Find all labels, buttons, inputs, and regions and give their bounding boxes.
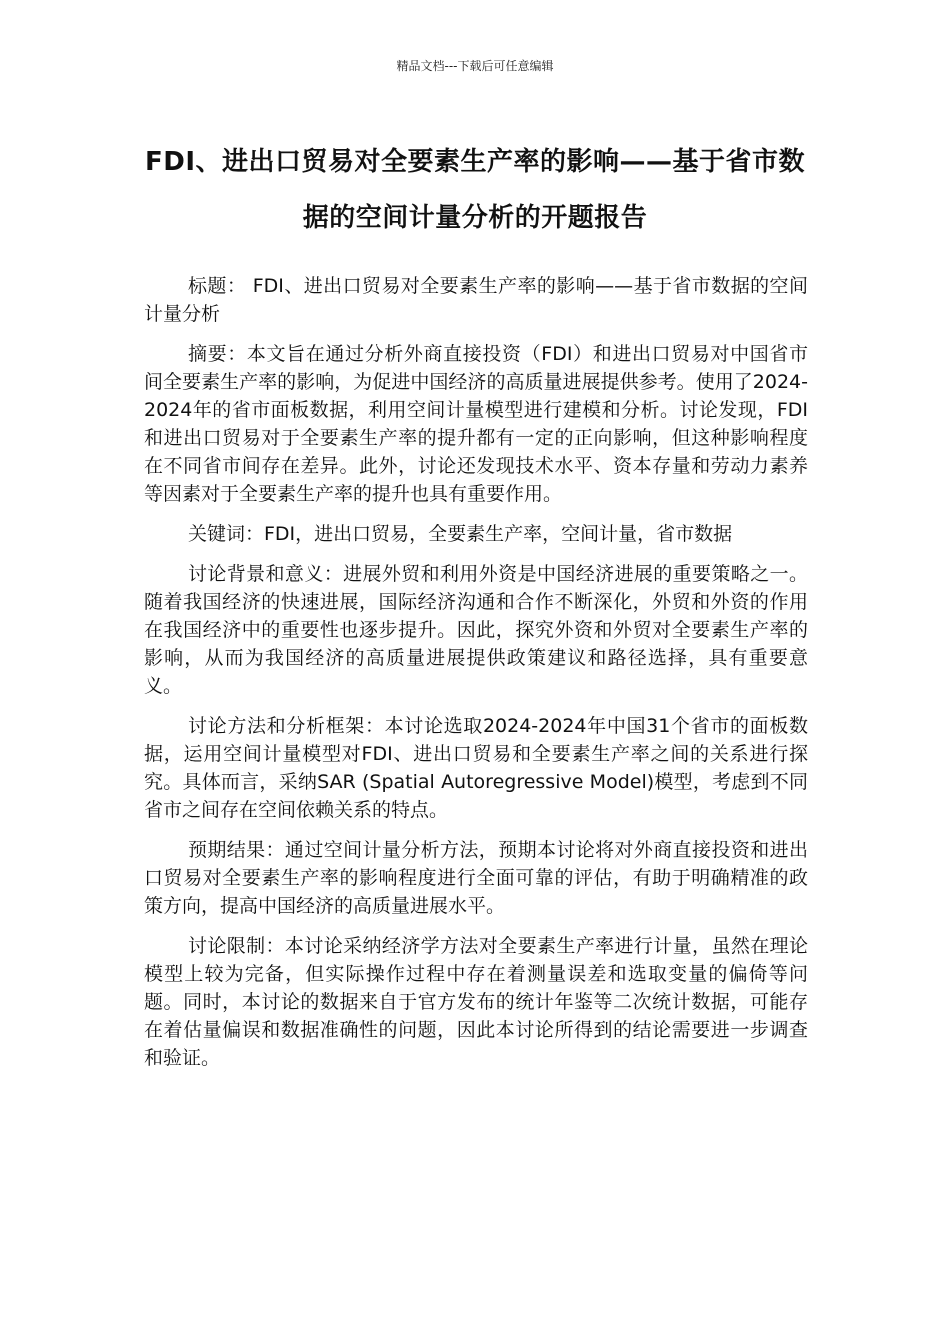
paragraph-background: 讨论背景和意义：进展外贸和利用外资是中国经济进展的重要策略之一。随着我国经济的快速进展，国际经济沟通和合作不断深化，外贸和外资的作用在我国经济中的重要性也逐步提升。因此，探究外资和外贸对全要素生产率的影响，从而为我国经济的高质量进展提供政策建议和路径选择，具有重要意义。 xyxy=(144,563,808,697)
paragraph-keywords: 关键词：FDI，进出口贸易，全要素生产率，空间计量，省市数据 xyxy=(188,523,733,545)
paragraph-abstract: 摘要：本文旨在通过分析外商直接投资（FDI）和进出口贸易对中国省市间全要素生产率的影响，为促进中国经济的高质量进展提供参考。使用了2024-2024年的省市面板数据，利用空间计量模型进行建模和分析。讨论发现，FDI和进出口贸易对于全要素生产率的提升都有一定的正向影响，但这种影响程度在不同省市间存在差异。此外，讨论还发现技术水平、资本存量和劳动力素养等因素对于全要素生产率的提升也具有重要作用。 xyxy=(144,343,808,505)
document-body xyxy=(144,272,808,1084)
paragraph-expected-results: 预期结果：通过空间计量分析方法，预期本讨论将对外商直接投资和进出口贸易对全要素生产率的影响程度进行全面可靠的评估，有助于明确精准的政策方向，提高中国经济的高质量进展水平。 xyxy=(144,839,808,917)
paragraph-title: 标题： FDI、进出口贸易对全要素生产率的影响——基于省市数据的空间计量分析 xyxy=(144,275,808,325)
paragraph-methods: 讨论方法和分析框架：本讨论选取2024-2024年中国31个省市的面板数据，运用空间计量模型对FDI、进出口贸易和全要素生产率之间的关系进行探究。具体而言，采纳SAR (Spatial Autoregressive Model)模型，考虑到不同省市之间存在空间依赖关系的特点。 xyxy=(144,715,808,821)
paragraph-limitations: 讨论限制：本讨论采纳经济学方法对全要素生产率进行计量，虽然在理论模型上较为完备，但实际操作过程中存在着测量误差和选取变量的偏倚等问题。同时，本讨论的数据来自于官方发布的统计年鉴等二次统计数据，可能存在着估量偏误和数据准确性的问题，因此本讨论所得到的结论需要进一步调查和验证。 xyxy=(144,935,808,1069)
header-note: 精品文档---下载后可任意编辑 xyxy=(396,59,554,73)
document-title: FDI、进出口贸易对全要素生产率的影响——基于省市数据的空间计量分析的开题报告 xyxy=(144,147,806,233)
